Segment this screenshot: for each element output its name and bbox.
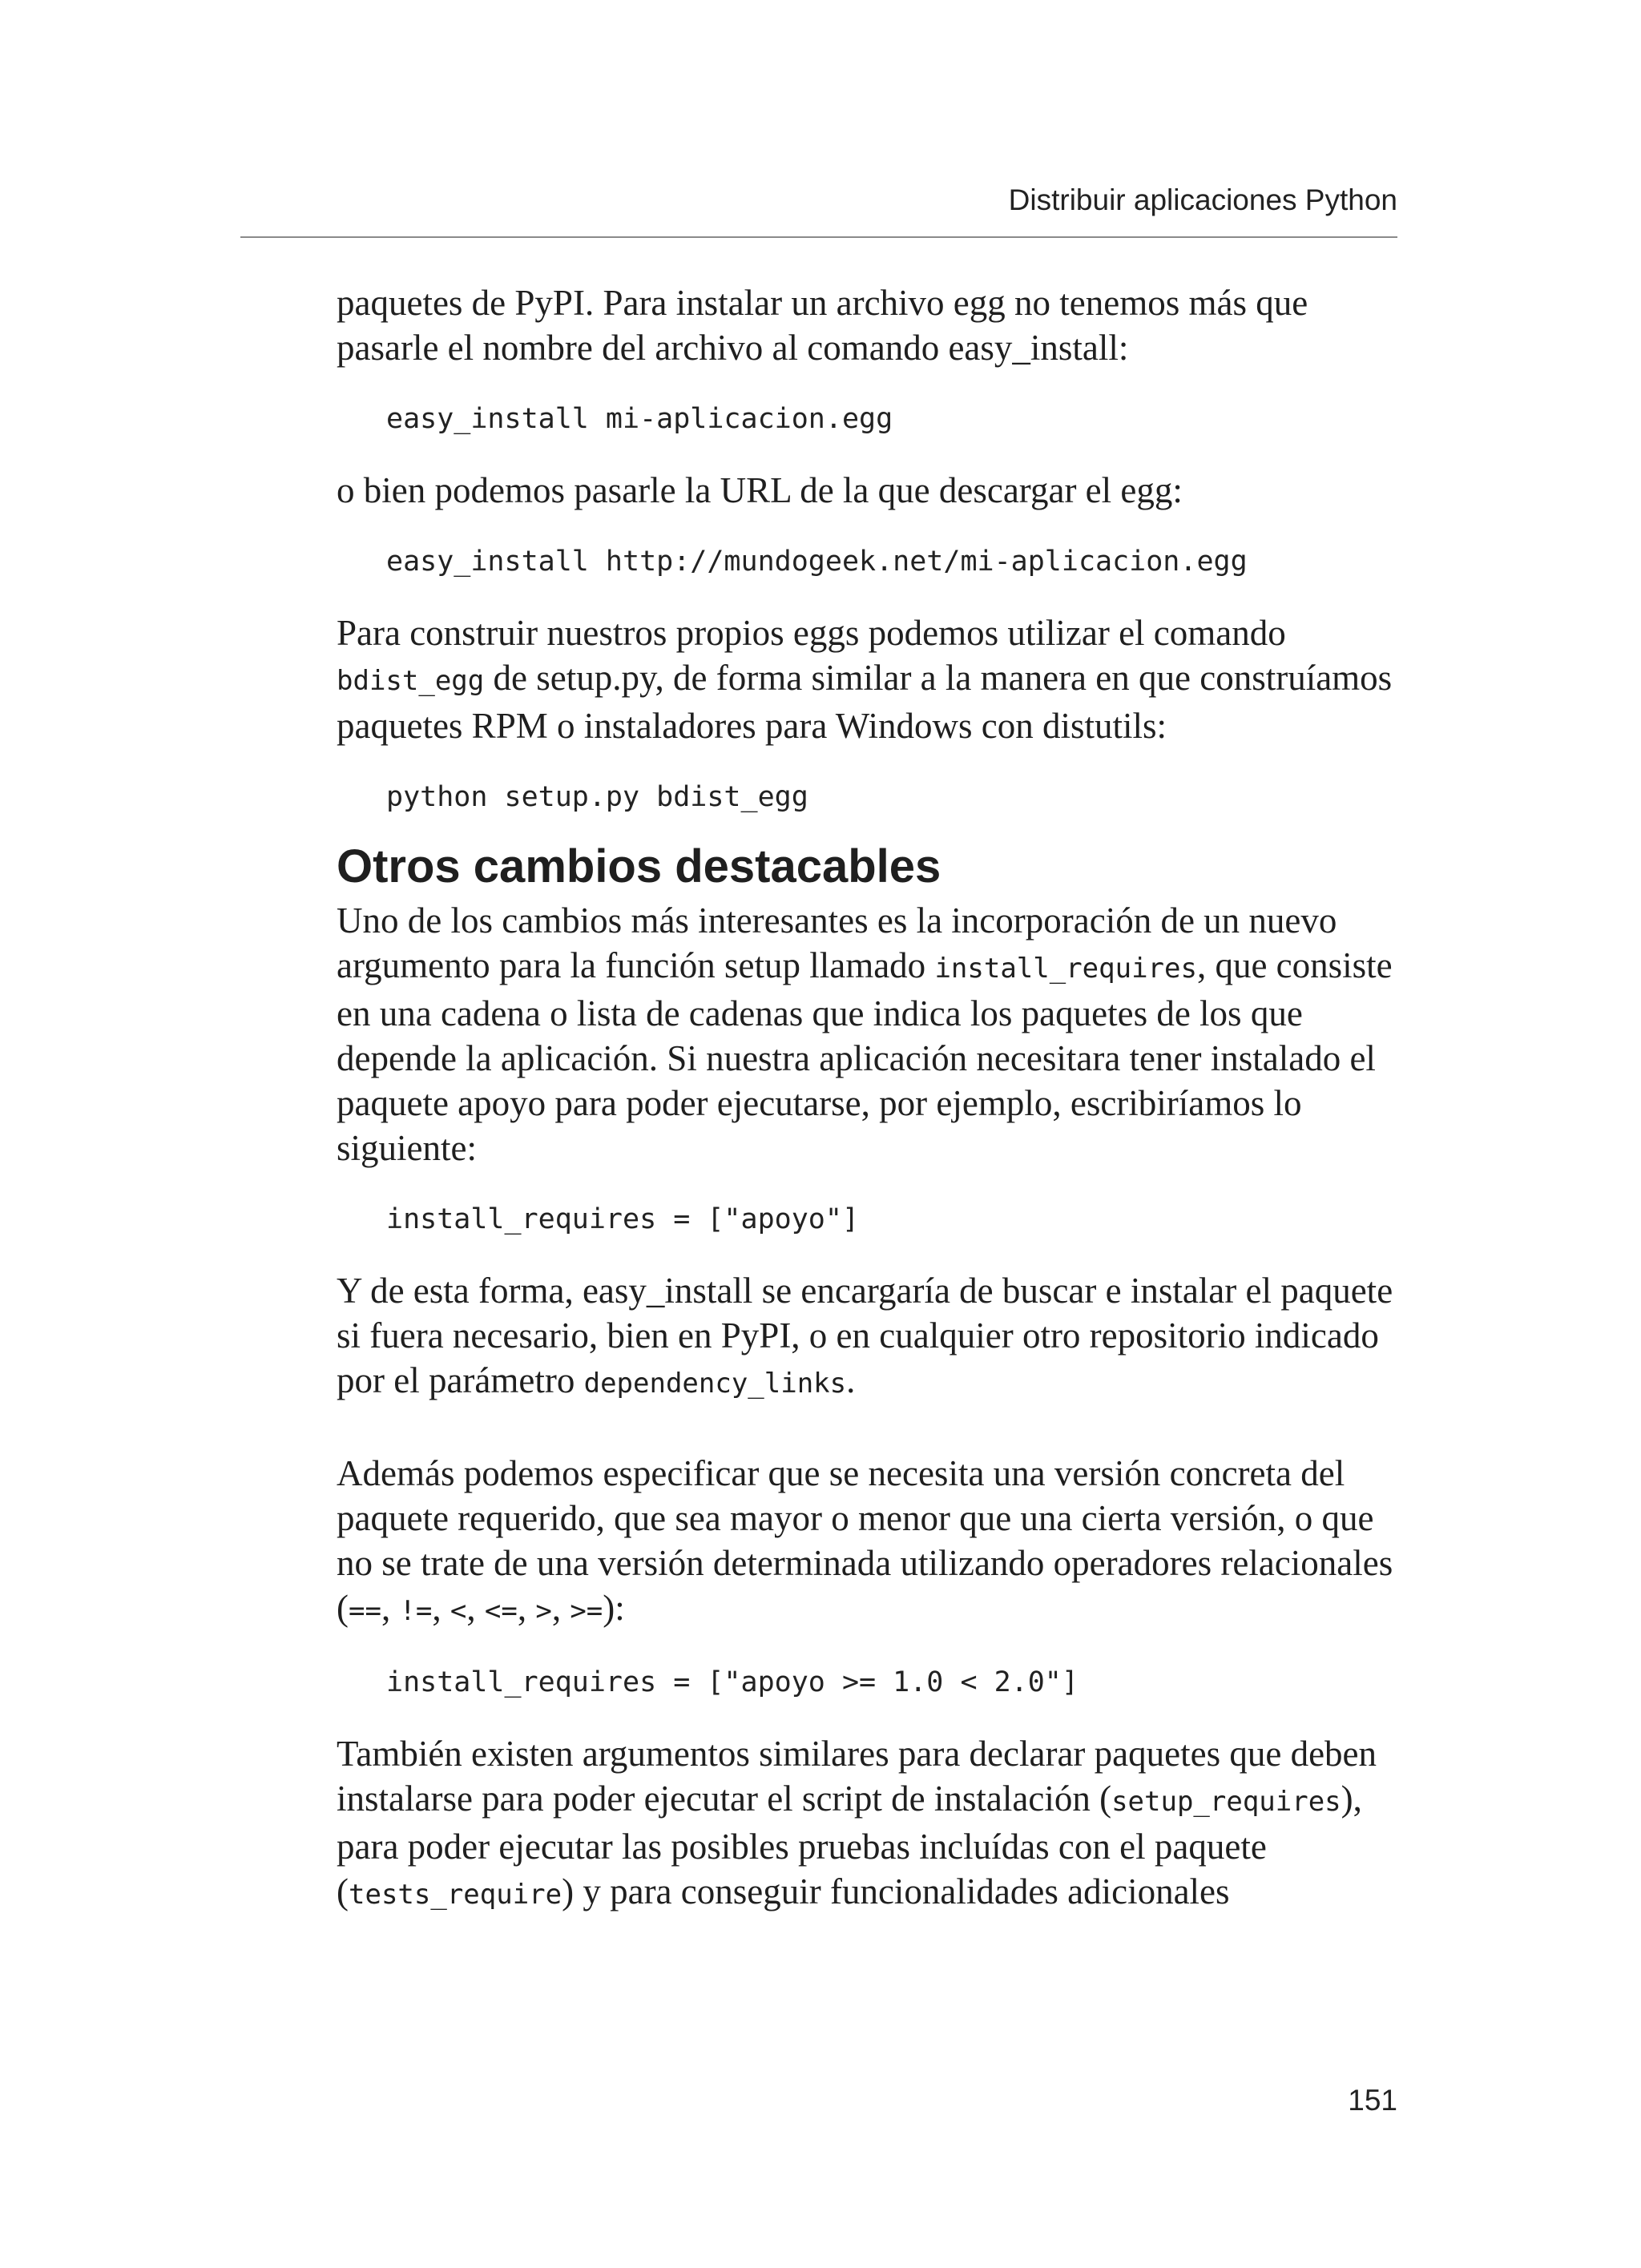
paragraph-text: , que consiste en una cadena o lista de cadenas que indica los paquetes de los que depende la aplicación. Si nuestra aplicación necesitara tener instalado el paquete apoyo para poder ejecutarse, por ejemplo, escribiríamos lo siguiente:: [337, 945, 1393, 1168]
code-install-requires: install_requires = ["apoyo"]: [386, 1203, 860, 1235]
code-easy-install-url: easy_install http://mundogeek.net/mi-aplicacion.egg: [386, 546, 1248, 578]
paragraph-text: Y de esta forma, easy_install se encargaría de buscar e instalar el paquete si fuera necesario, bien en PyPI, o en cualquier otro repositorio indicado por el parámetro: [337, 1271, 1393, 1400]
inline-code-tests-require: tests_require: [349, 1879, 562, 1911]
inline-code-operator: <: [450, 1595, 467, 1627]
paragraph-text: Además podemos especificar que se necesita una versión concreta del paquete requerido, que sea mayor o menor que una cierta versión, o que no se trate de una versión determinada utilizando operadores relacionales (: [337, 1453, 1393, 1628]
paragraph-text: También existen argumentos similares para declarar paquetes que deben instalarse para poder ejecutar el script de instalación (: [337, 1734, 1377, 1819]
paragraph-setup-tests-requires: [337, 1731, 1397, 1917]
code-bdist-egg: python setup.py bdist_egg: [386, 781, 808, 813]
inline-code-operator: >: [535, 1595, 552, 1627]
paragraph-text: Uno de los cambios más interesantes es la incorporación de un nuevo argumento para la función setup llamado: [337, 900, 1337, 985]
paragraph-text: ):: [603, 1588, 625, 1628]
inline-code-bdist-egg: bdist_egg: [337, 665, 485, 697]
paragraph-text: ), para poder ejecutar las posibles pruebas incluídas con el paquete (: [337, 1779, 1362, 1911]
paragraph-pypi-egg: paquetes de PyPI. Para instalar un archivo egg no tenemos más que pasarle el nombre del archivo al comando easy_install:: [337, 283, 1308, 368]
paragraph-version-operators: Además podemos especificar que se necesita una versión concreta del paquete requerido, que sea mayor o menor que una cierta versión, o que no se trate de una versión determinada utilizando operadores relacionales (==, !=, <, <=, >, >=):: [337, 1453, 1393, 1628]
paragraph-text: ) y para conseguir funcionalidades adicionales: [562, 1871, 1230, 1911]
paragraph-text: Para construir nuestros propios eggs podemos utilizar el comando: [337, 613, 1286, 653]
inline-code-setup-requires: setup_requires: [1111, 1786, 1341, 1818]
section-heading: Otros cambios destacables: [337, 840, 941, 892]
code-easy-install-egg: easy_install mi-aplicacion.egg: [386, 403, 893, 435]
inline-code-operator: !=: [399, 1595, 433, 1627]
page-number: 151: [1348, 2084, 1397, 2117]
inline-code-dependency-links: dependency_links: [583, 1368, 847, 1400]
inline-code-operator: >=: [570, 1595, 603, 1627]
paragraph-text: .: [846, 1360, 856, 1400]
paragraph-build-eggs: [337, 610, 1397, 748]
page-body: [337, 280, 1397, 1917]
inline-code-install-requires: install_requires: [934, 953, 1197, 985]
paragraph-text: de setup.py, de forma similar a la manera en que construíamos paquetes RPM o instaladores para Windows con distutils:: [337, 658, 1393, 746]
paragraph-url: o bien podemos pasarle la URL de la que descargar el egg:: [337, 470, 1183, 510]
running-header: Distribuir aplicaciones Python: [1008, 183, 1397, 216]
header-rule: [240, 236, 1397, 238]
inline-code-operator: ==: [349, 1595, 381, 1627]
code-install-requires-version: install_requires = ["apoyo >= 1.0 < 2.0"]: [386, 1666, 1079, 1698]
inline-code-operator: <=: [484, 1595, 518, 1627]
paragraph-dependency-links: [337, 1268, 1397, 1406]
paragraph-install-requires: [337, 898, 1397, 1170]
